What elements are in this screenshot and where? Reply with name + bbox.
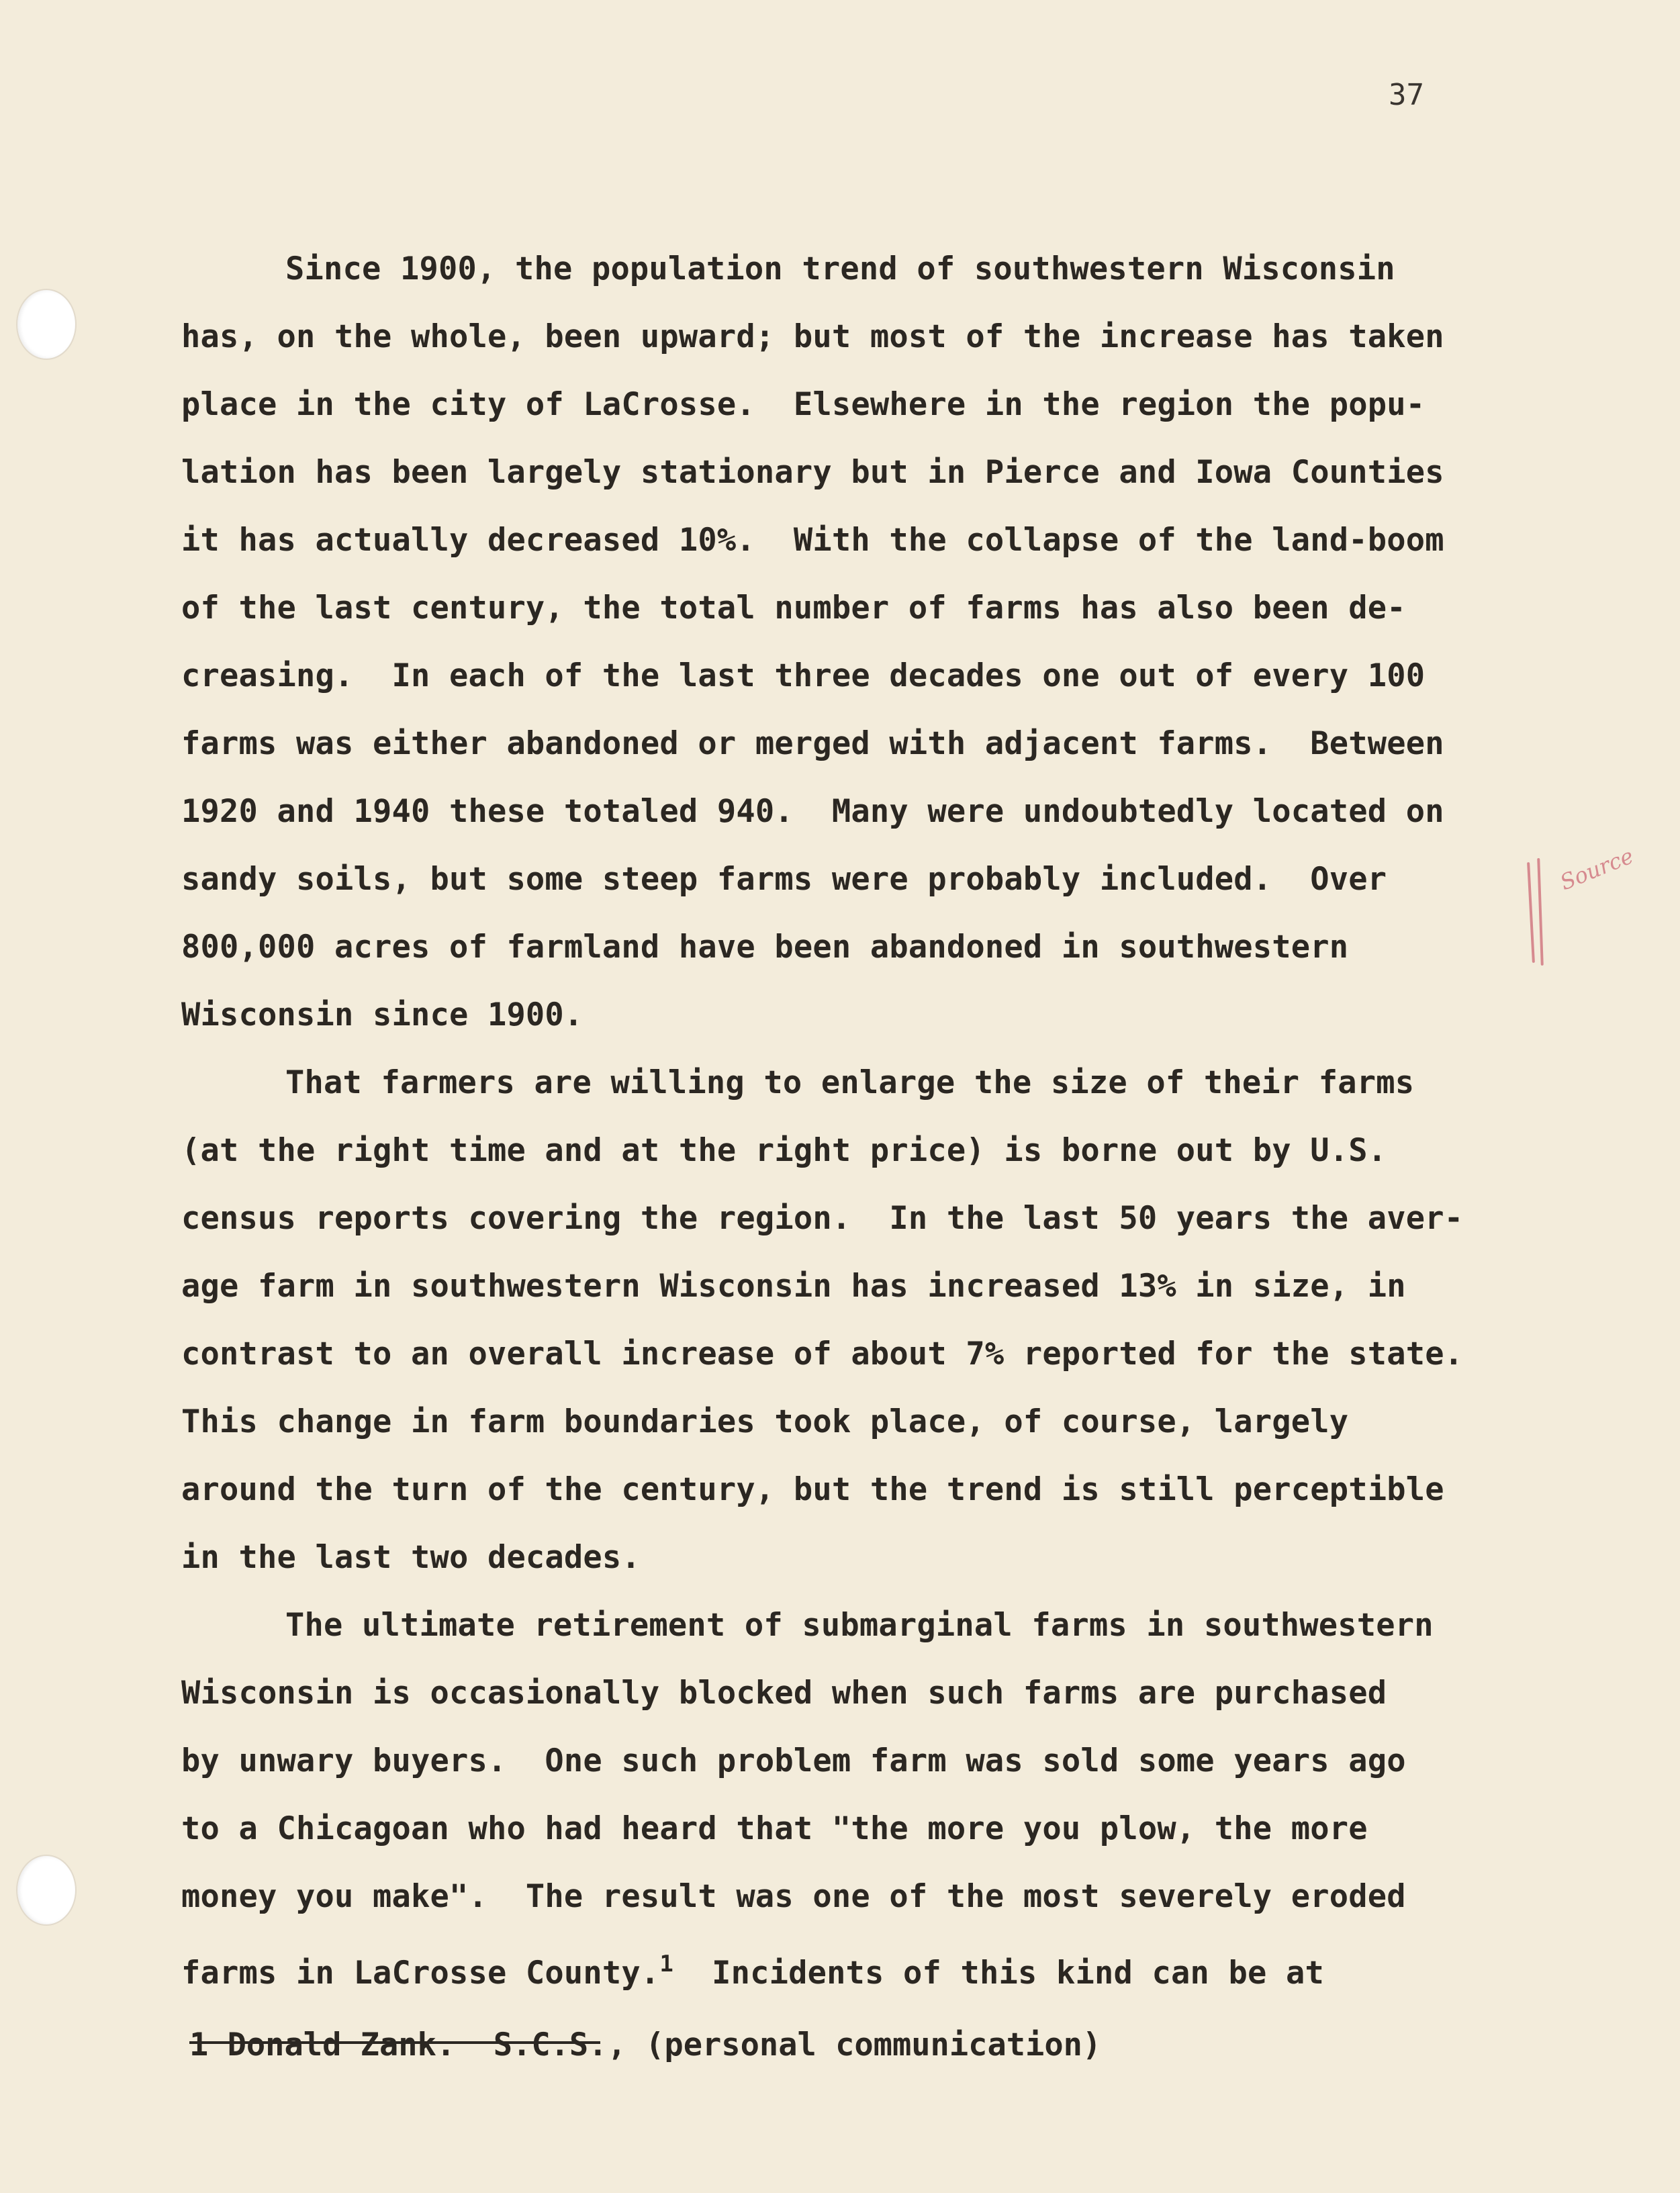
body-line: lation has been largely stationary but in Pierce and Iowa Counties [181, 454, 1444, 491]
body-line: it has actually decreased 10%. With the collapse of the land-boom [181, 522, 1444, 559]
body-line: (at the right time and at the right price) is borne out by U.S. [181, 1132, 1387, 1169]
margin-note-text: Source [1556, 843, 1637, 896]
footnote-reference: 1 [659, 1951, 674, 1977]
body-line: by unwary buyers. One such problem farm was sold some years ago [181, 1742, 1406, 1779]
body-line: census reports covering the region. In the last 50 years the aver- [181, 1200, 1464, 1237]
footnote: 1 Donald Zank. S.C.S., (personal communication) [189, 2026, 1102, 2063]
body-line: of the last century, the total number of farms has also been de- [181, 590, 1406, 626]
body-text [181, 235, 1551, 1998]
body-line: place in the city of LaCrosse. Elsewhere in the region the popu- [181, 386, 1426, 423]
body-line: farms was either abandoned or merged with adjacent farms. Between [181, 725, 1444, 762]
body-line: This change in farm boundaries took place, of course, largely [181, 1403, 1349, 1440]
body-line: in the last two decades. [181, 1539, 641, 1576]
body-line-with-footnote-ref [181, 1930, 1551, 1998]
body-line: creasing. In each of the last three decades one out of every 100 [181, 657, 1426, 694]
body-line: Wisconsin is occasionally blocked when such farms are purchased [181, 1675, 1387, 1712]
body-line-text: farms in LaCrosse County. [181, 1955, 660, 1992]
body-line: Wisconsin since 1900. [181, 996, 584, 1033]
body-line: around the turn of the century, but the trend is still perceptible [181, 1471, 1444, 1508]
margin-annotation [1530, 843, 1664, 966]
body-line: sandy soils, but some steep farms were probably included. Over [181, 861, 1387, 898]
punch-hole-bottom [16, 1855, 77, 1926]
page-number: 37 [1389, 78, 1424, 112]
margin-mark [1537, 858, 1544, 966]
body-line-continuation: Incidents of this kind can be at [673, 1955, 1324, 1992]
body-line: contrast to an overall increase of about 7% reported for the state. [181, 1336, 1464, 1372]
body-line: Since 1900, the population trend of southwestern Wisconsin [285, 250, 1395, 287]
body-line: 800,000 acres of farmland have been abandoned in southwestern [181, 929, 1349, 966]
body-line: age farm in southwestern Wisconsin has increased 13% in size, in [181, 1268, 1406, 1305]
body-line: 1920 and 1940 these totaled 940. Many were undoubtedly located on [181, 793, 1444, 830]
punch-hole-top [16, 289, 77, 360]
body-line: That farmers are willing to enlarge the size of their farms [285, 1064, 1415, 1101]
body-line: to a Chicagoan who had heard that "the more you plow, the more [181, 1810, 1368, 1847]
body-line: has, on the whole, been upward; but most of the increase has taken [181, 318, 1444, 355]
body-line: The ultimate retirement of submarginal farms in southwestern [285, 1607, 1434, 1644]
body-line: money you make". The result was one of the most severely eroded [181, 1878, 1406, 1915]
